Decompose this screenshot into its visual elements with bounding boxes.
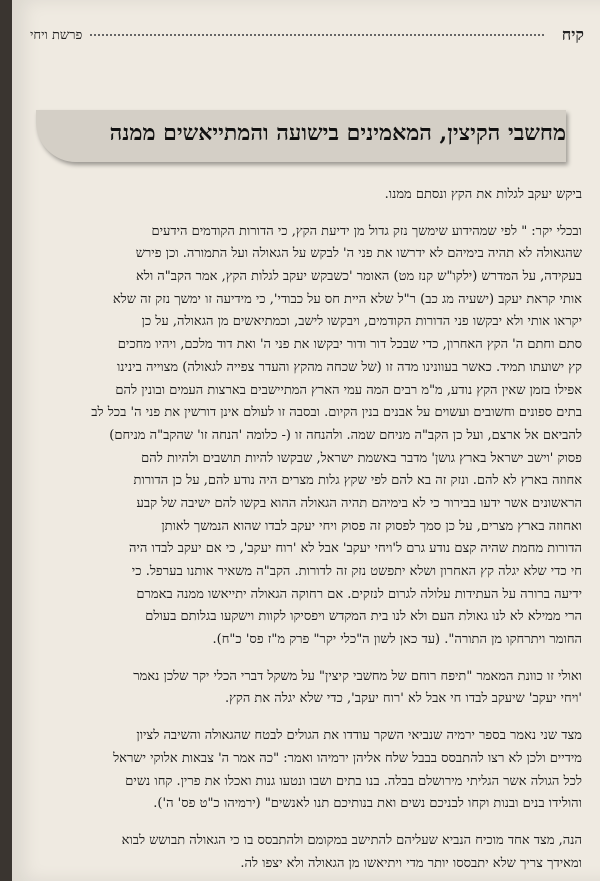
text-line: בעקידה, על המדרש (ילקו"ש קנז מט) האומר 'כשבקש יעקב לגלות הקץ, אמר הקב"ה ולא	[135, 269, 582, 285]
text-line: אותי קראת יעקב (ישעיה מג כב) ר"ל שלא היית חס על כבודי', כי מידיעה זו ימשך נזק זה שלא	[112, 291, 582, 307]
text-line: להביאם אל ארצם, ועל כן הקב"ה מניחם שמה. ולהנחה זו (- כלומה 'הנחה זו' שהקב"ה מניחם)	[109, 427, 582, 443]
text-line: בתים ספונים וחשובים ועשוים על אבנים בנין הקיום. ובסבה זו לעולם אינן דורשין את פני ה' בכל לב	[91, 405, 582, 421]
text-line: ובכלי יקר: " לפי שמהידוע שימשך נזק גדול מן ידיעת הקץ, כי הדורות הקודמים הידעים	[151, 223, 582, 239]
body-text	[62, 184, 582, 875]
text-line: קץ ישועתו תמיד. כאשר בעוונינו מדה זו (של שכחה מהקץ והעדר צפייה לגאולה) מצוייה בינינו	[116, 359, 582, 375]
text-line: אחוזה בארץ לא להם. ונזק זה בא להם לפי שקץ גלות מצרים היה נודע להם, על כן הדורות	[133, 473, 582, 489]
text-line: פסוק 'וישב ישראל בארץ גושן' מדבר באשמת ישראל, שבקשו להיות תושבים ולהיות להם	[141, 450, 582, 466]
section-name: פרשת ויחי	[30, 28, 83, 43]
text-line: ידיעה ברורה על העתידות עלולה לגרום לנזקים. אם רחוקה הגאולה יתייאשו ממנה באמרם	[136, 586, 582, 602]
text-line: ואולי זו כוונת המאמר "תיפח רוחם של מחשבי קיצין" על משקל דברי הכלי יקר שלכן נאמר	[133, 668, 582, 684]
text-line: הנה, מצד אחד מוכיח הנביא שעליהם להתישב במקומם ולהתבסס בו כי הגאולה תבושש לבוא	[121, 832, 582, 848]
paragraph-gap	[62, 652, 582, 666]
paragraph-gap	[62, 711, 582, 725]
text-line: ביקש יעקב לגלות את הקץ ונסתם ממנו.	[384, 187, 582, 202]
text-line: הדורות מחמת שהיה קצם נודע גרם ל'ויחי יעקב' אבל לא 'רוח יעקב', כי אם יעקב לבדו היה	[129, 541, 582, 557]
paragraph-gap	[62, 816, 582, 830]
book-page	[12, 0, 600, 881]
header-dotted-rule	[90, 34, 543, 36]
paragraph	[62, 221, 582, 652]
text-line: סתם וחתם ה' הקץ האחרון, כדי שבכל דור ודור יבקשו את פני ה' ואת דוד מלכם, ויהיו מחכים	[117, 337, 582, 353]
text-line: מידיים ולכן לא רצו להתבסס בבבל שלח אליהן ירמיהו ואמר: "כה אמר ה' צבאות אלוקי ישראל	[113, 750, 582, 766]
text-line: הרי ממילא לא לנו גאולת העם ולא לנו בית המקדש ויפסיקו לקוות וישקעו בגלותם בעולם	[145, 609, 582, 625]
text-line: והולידו בנים ובנות וקחו לבניכם נשים ואת בנותיכם תנו לאנשים" (ירמיהו כ"ט פס' ה').	[153, 796, 582, 812]
text-line: חי כדי שלא יגלה קץ האחרון ושלא יתפשט נזק זה לדורות. הקב"ה משאיר אותנו בערפל. כי	[131, 564, 582, 579]
text-line: ומאידך צריך שלא יתבססו יותר מדי ויתיאשו מן הגאולה ולא יצפו לה.	[240, 855, 582, 871]
text-line: אפילו בזמן שאין הקץ נודע, מ"מ רבים המה עמי הארץ המתיישבים בארצות העמים ובונין להם	[115, 382, 582, 398]
paragraph	[62, 725, 582, 816]
paragraph	[62, 666, 582, 711]
paragraph	[62, 830, 582, 875]
text-line: לכל הגולה אשר הגליתי מירושלם בבלה. בנו בתים ושבו ונטעו גנות ואכלו את פרין. קחו נשים	[125, 773, 582, 789]
text-line: ואחוזה בארץ מצרים, על כן סמך לפסוק זה פסוק ויחי יעקב לבדו שהוא הנמשך לאותן	[161, 518, 582, 534]
chapter-title: מחשבי הקיצין, המאמינים בישועה והמתייאשים ממנה	[109, 120, 566, 146]
paragraph	[62, 184, 582, 207]
page-number: קיח	[561, 25, 584, 44]
text-line: מצד שני נאמר בספר ירמיה שנביאי השקר עודדו את הגולים לבטח שהגאולה והשיבה לציון	[136, 728, 582, 744]
text-line: הראשונים אשר ידעו בבירור כי לא בימיהם תהיה הגאולה ההוא בקשו להם ישיבה של קבע	[136, 495, 582, 511]
text-line: 'ויחי יעקב' שיעקב לבדו חי אבל לא 'רוח יעקב', כדי שלא יגלה את הקץ.	[224, 691, 582, 707]
text-line: החומר ויתרחקו מן התורה". (עד כאן לשון ה"כלי יקר" פרק מ"ז פס' כ"ח).	[212, 632, 582, 648]
running-header	[30, 22, 584, 48]
text-line: שהגאולה לא תהיה בימיהם לא ידרשו את פני ה' לבקש על הגאולה ועל התמורה. וכן פירש	[135, 246, 582, 262]
text-line: יקראו אותי ולא יבקשו פני הדורות הקודמים, ויבקשו לישב, וכמתיאשים מן הגאולה, על כן	[141, 314, 582, 330]
paragraph-gap	[62, 207, 582, 221]
